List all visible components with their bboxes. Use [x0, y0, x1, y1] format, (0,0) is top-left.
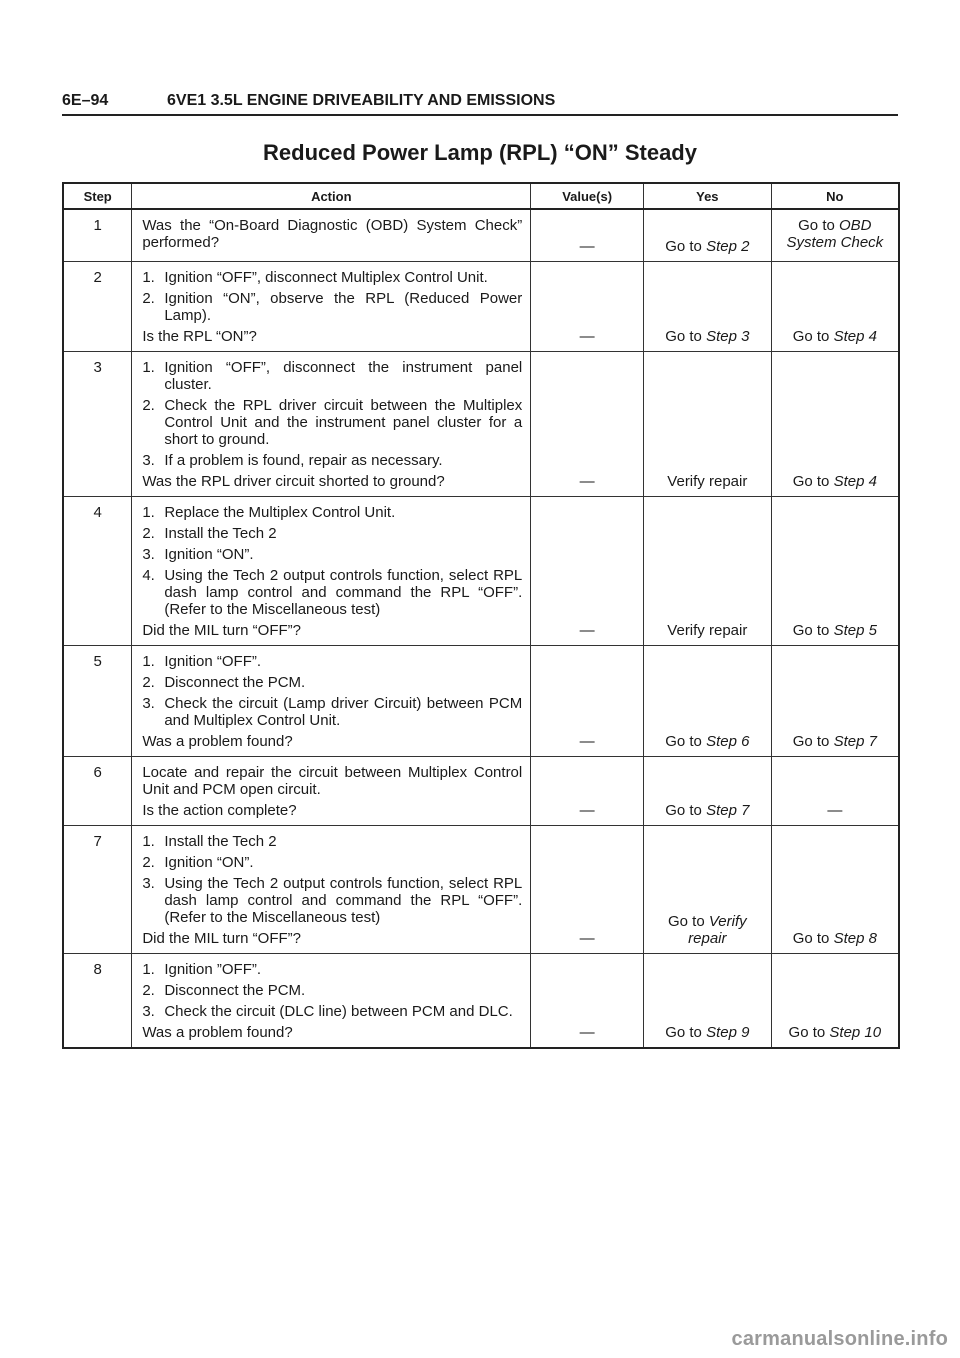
action-item [142, 653, 522, 670]
yes-cell [643, 826, 771, 954]
action-cell [132, 646, 531, 757]
column-header-values: Value(s) [531, 183, 644, 209]
action-item-text: Install the Tech 2 [164, 525, 277, 542]
yes-prefix: Go to [665, 733, 702, 750]
table-row [63, 352, 899, 497]
action-item [142, 397, 522, 448]
action-item-number: 1. [142, 833, 155, 850]
no-prefix: Go to [792, 930, 830, 947]
action-item-number: 2. [142, 525, 155, 542]
table-row [63, 646, 899, 757]
yes-cell [643, 209, 771, 262]
no-prefix: Go to [788, 1024, 826, 1041]
no-prefix: Go to [792, 473, 830, 490]
no-cell [771, 497, 899, 646]
no-prefix: Go to [792, 733, 830, 750]
yes-step-link[interactable]: Step 2 [706, 238, 750, 255]
action-cell [132, 497, 531, 646]
yes-prefix: Verify repair [667, 622, 748, 639]
yes-prefix: Go to [665, 802, 702, 819]
action-question: Is the RPL “ON”? [142, 328, 257, 345]
no-cell [771, 757, 899, 826]
document-title: Reduced Power Lamp (RPL) “ON” Steady [263, 140, 697, 165]
no-step-link[interactable]: Step 4 [833, 473, 877, 490]
yes-cell [643, 757, 771, 826]
action-item [142, 854, 522, 871]
step-number: 4 [63, 497, 132, 646]
yes-cell [643, 497, 771, 646]
yes-cell [643, 352, 771, 497]
action-item-text: Ignition “OFF”, disconnect Multiplex Control Unit. [164, 269, 488, 286]
action-item-number: 2. [142, 397, 155, 414]
action-item-text: Ignition “ON”. [164, 854, 254, 871]
action-item [142, 695, 522, 729]
no-cell [771, 826, 899, 954]
no-cell [771, 209, 899, 262]
action-item [142, 452, 522, 469]
action-question: Was the RPL driver circuit shorted to ground? [142, 473, 445, 490]
yes-cell [643, 954, 771, 1049]
action-item-text: Ignition “OFF”. [164, 653, 262, 670]
yes-prefix: Go to [665, 238, 702, 255]
action-item-text: Disconnect the PCM. [164, 674, 306, 691]
action-item-number: 1. [142, 359, 155, 376]
action-item-number: 1. [142, 961, 155, 978]
column-header-action: Action [132, 183, 531, 209]
table-row [63, 954, 899, 1049]
action-item [142, 269, 522, 286]
action-question: Did the MIL turn “OFF”? [142, 930, 301, 947]
action-question: Did the MIL turn “OFF”? [142, 622, 301, 639]
action-cell [132, 262, 531, 352]
no-step-link[interactable]: Step 7 [833, 733, 877, 750]
table-body [63, 209, 899, 1048]
action-item-number: 3. [142, 875, 155, 892]
no-step-link[interactable]: OBD System Check [786, 217, 884, 251]
yes-cell [643, 262, 771, 352]
action-item-number: 1. [142, 269, 155, 286]
table-row [63, 826, 899, 954]
column-header-step: Step [63, 183, 132, 209]
action-question: Is the action complete? [142, 802, 297, 819]
action-item [142, 674, 522, 691]
table-header-row [63, 183, 899, 209]
action-item-number: 3. [142, 546, 155, 563]
yes-step-link[interactable]: Step 3 [706, 328, 750, 345]
action-item [142, 359, 522, 393]
table-row [63, 209, 899, 262]
yes-step-link[interactable]: Step 7 [706, 802, 750, 819]
no-prefix: Go to [792, 328, 830, 345]
yes-step-link[interactable]: Verify repair [688, 913, 747, 947]
no-step-link[interactable]: Step 4 [833, 328, 877, 345]
no-step-link[interactable]: Step 10 [829, 1024, 882, 1041]
value-cell: — [531, 262, 644, 352]
value-cell: — [531, 209, 644, 262]
action-paragraph: Was the “On-Board Diagnostic (OBD) System Check” performed? [142, 217, 523, 251]
action-item-text: Ignition ”OFF”. [164, 961, 262, 978]
step-number: 3 [63, 352, 132, 497]
action-item-text: Disconnect the PCM. [164, 982, 306, 999]
no-cell [771, 646, 899, 757]
action-item [142, 567, 522, 618]
action-item-text: Check the RPL driver circuit between the Multiplex Control Unit and the instrument panel cluster for a short to ground. [164, 397, 523, 448]
action-item-text: Check the circuit (DLC line) between PCM and DLC. [164, 1003, 513, 1020]
column-header-no: No [771, 183, 899, 209]
action-item [142, 525, 522, 542]
no-prefix: — [827, 802, 843, 819]
yes-prefix: Go to [667, 913, 705, 930]
action-item [142, 546, 522, 563]
action-item [142, 961, 522, 978]
action-item-number: 4. [142, 567, 155, 584]
action-item-text: Using the Tech 2 output controls function, select RPL dash lamp control and command the RPL “OFF”. (Refer to the Miscellaneous test) [164, 567, 523, 618]
action-item-number: 2. [142, 674, 155, 691]
table-row [63, 757, 899, 826]
watermark: carmanualsonline.info [731, 1328, 948, 1350]
action-item-number: 1. [142, 653, 155, 670]
action-cell [132, 954, 531, 1049]
action-cell [132, 209, 531, 262]
action-item-text: Ignition “OFF”, disconnect the instrument panel cluster. [164, 359, 523, 393]
yes-cell [643, 646, 771, 757]
value-cell: — [531, 352, 644, 497]
action-item-number: 2. [142, 290, 155, 307]
value-cell: — [531, 646, 644, 757]
action-item-text: Ignition “ON”, observe the RPL (Reduced Power Lamp). [164, 290, 523, 324]
action-cell [132, 826, 531, 954]
table-row [63, 497, 899, 646]
action-item-text: Using the Tech 2 output controls function, select RPL dash lamp control and command the RPL “OFF”. (Refer to the Miscellaneous test) [164, 875, 523, 926]
value-cell: — [531, 954, 644, 1049]
action-cell [132, 757, 531, 826]
action-item [142, 833, 522, 850]
no-cell [771, 954, 899, 1049]
action-item [142, 1003, 522, 1020]
value-cell: — [531, 497, 644, 646]
no-prefix: Go to [798, 217, 835, 234]
action-item-text: Ignition “ON”. [164, 546, 254, 563]
step-number: 7 [63, 826, 132, 954]
action-paragraph: Locate and repair the circuit between Multiplex Control Unit and PCM open circuit. [142, 764, 523, 798]
action-item [142, 290, 522, 324]
page-number: 6E–94 [62, 92, 109, 109]
action-item [142, 504, 522, 521]
action-cell [132, 352, 531, 497]
no-cell [771, 262, 899, 352]
step-number: 2 [63, 262, 132, 352]
step-number: 1 [63, 209, 132, 262]
section-title: 6VE1 3.5L ENGINE DRIVEABILITY AND EMISSIONS [167, 92, 556, 109]
yes-step-link[interactable]: Step 9 [706, 1024, 750, 1041]
yes-prefix: Go to [665, 328, 702, 345]
value-cell: — [531, 757, 644, 826]
action-item-text: Replace the Multiplex Control Unit. [164, 504, 396, 521]
action-item-number: 2. [142, 982, 155, 999]
yes-step-link[interactable]: Step 6 [706, 733, 750, 750]
page-header [62, 90, 898, 116]
action-item-text: If a problem is found, repair as necessary. [164, 452, 443, 469]
action-item-number: 3. [142, 452, 155, 469]
yes-prefix: Verify repair [667, 473, 748, 490]
action-item-number: 3. [142, 695, 155, 712]
no-step-link[interactable]: Step 5 [833, 622, 877, 639]
action-item-number: 2. [142, 854, 155, 871]
action-item-number: 3. [142, 1003, 155, 1020]
no-step-link[interactable]: Step 8 [833, 930, 877, 947]
step-number: 8 [63, 954, 132, 1049]
no-cell [771, 352, 899, 497]
action-item [142, 875, 522, 926]
action-question: Was a problem found? [142, 1024, 293, 1041]
step-number: 6 [63, 757, 132, 826]
action-item-text: Check the circuit (Lamp driver Circuit) between PCM and Multiplex Control Unit. [164, 695, 523, 729]
no-prefix: Go to [792, 622, 830, 639]
column-header-yes: Yes [643, 183, 771, 209]
step-number: 5 [63, 646, 132, 757]
table-row [63, 262, 899, 352]
action-item-number: 1. [142, 504, 155, 521]
value-cell: — [531, 826, 644, 954]
action-item-text: Install the Tech 2 [164, 833, 277, 850]
yes-prefix: Go to [665, 1024, 702, 1041]
diagnostic-table [62, 182, 900, 1049]
action-item [142, 982, 522, 999]
action-question: Was a problem found? [142, 733, 293, 750]
